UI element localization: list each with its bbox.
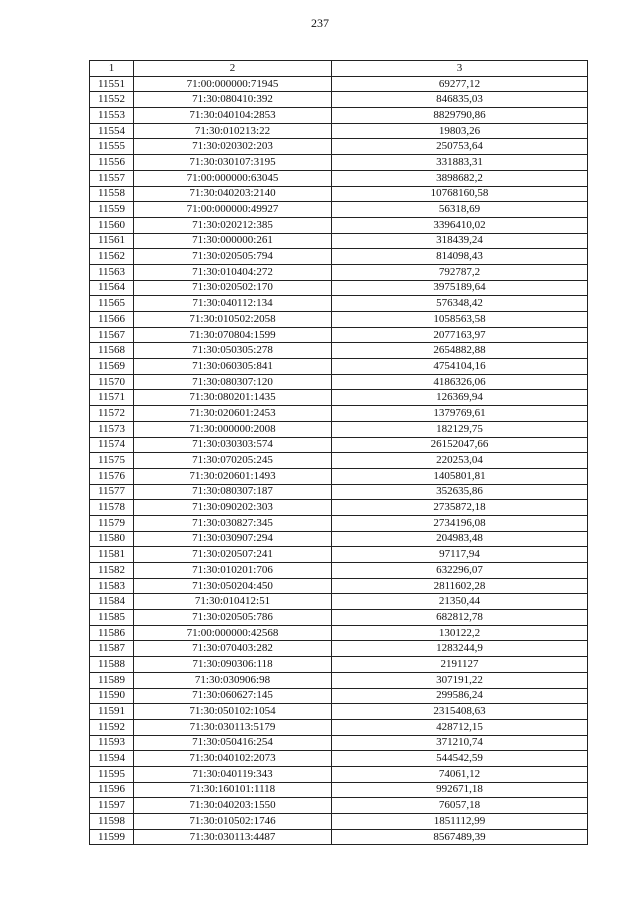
row-number-cell: 11561 xyxy=(90,233,134,249)
value-cell: 682812,78 xyxy=(332,610,588,626)
cadastral-number-cell: 71:30:030906:98 xyxy=(134,672,332,688)
table-row xyxy=(90,610,588,626)
table-row xyxy=(90,108,588,124)
cadastral-number-cell: 71:30:050102:1054 xyxy=(134,704,332,720)
cadastral-number-cell: 71:30:000000:261 xyxy=(134,233,332,249)
value-cell: 4186326,06 xyxy=(332,374,588,390)
value-cell: 992671,18 xyxy=(332,782,588,798)
table-row xyxy=(90,563,588,579)
column-header-2: 2 xyxy=(134,61,332,77)
table-row xyxy=(90,468,588,484)
cadastral-number-cell: 71:30:080307:120 xyxy=(134,374,332,390)
cadastral-number-cell: 71:30:010502:2058 xyxy=(134,312,332,328)
cadastral-number-cell: 71:30:010502:1746 xyxy=(134,814,332,830)
row-number-cell: 11580 xyxy=(90,531,134,547)
column-header-3: 3 xyxy=(332,61,588,77)
table-row xyxy=(90,421,588,437)
value-cell: 1058563,58 xyxy=(332,312,588,328)
row-number-cell: 11583 xyxy=(90,578,134,594)
table-row xyxy=(90,264,588,280)
table-row xyxy=(90,814,588,830)
value-cell: 2315408,63 xyxy=(332,704,588,720)
table-row xyxy=(90,641,588,657)
row-number-cell: 11554 xyxy=(90,123,134,139)
row-number-cell: 11558 xyxy=(90,186,134,202)
row-number-cell: 11592 xyxy=(90,719,134,735)
cadastral-number-cell: 71:30:030107:3195 xyxy=(134,155,332,171)
row-number-cell: 11552 xyxy=(90,92,134,108)
cadastral-number-cell: 71:30:020507:241 xyxy=(134,547,332,563)
table-row xyxy=(90,123,588,139)
value-cell: 299586,24 xyxy=(332,688,588,704)
row-number-cell: 11564 xyxy=(90,280,134,296)
row-number-cell: 11589 xyxy=(90,672,134,688)
cadastral-number-cell: 71:30:030113:5179 xyxy=(134,719,332,735)
value-cell: 97117,94 xyxy=(332,547,588,563)
row-number-cell: 11560 xyxy=(90,217,134,233)
value-cell: 2654882,88 xyxy=(332,343,588,359)
cadastral-number-cell: 71:30:040119:343 xyxy=(134,766,332,782)
table-row xyxy=(90,829,588,845)
value-cell: 2191127 xyxy=(332,657,588,673)
table-row xyxy=(90,688,588,704)
value-cell: 250753,64 xyxy=(332,139,588,155)
value-cell: 2734196,08 xyxy=(332,515,588,531)
table-row xyxy=(90,766,588,782)
value-cell: 10768160,58 xyxy=(332,186,588,202)
row-number-cell: 11591 xyxy=(90,704,134,720)
value-cell: 371210,74 xyxy=(332,735,588,751)
table-row xyxy=(90,782,588,798)
table-row xyxy=(90,390,588,406)
cadastral-number-cell: 71:00:000000:63045 xyxy=(134,170,332,186)
table-row xyxy=(90,515,588,531)
table-row xyxy=(90,76,588,92)
row-number-cell: 11551 xyxy=(90,76,134,92)
row-number-cell: 11576 xyxy=(90,468,134,484)
cadastral-number-cell: 71:30:060305:841 xyxy=(134,359,332,375)
value-cell: 76057,18 xyxy=(332,798,588,814)
table-row xyxy=(90,170,588,186)
table-row xyxy=(90,500,588,516)
row-number-cell: 11597 xyxy=(90,798,134,814)
value-cell: 814098,43 xyxy=(332,249,588,265)
cadastral-number-cell: 71:30:020601:2453 xyxy=(134,406,332,422)
value-cell: 3396410,02 xyxy=(332,217,588,233)
value-cell: 331883,31 xyxy=(332,155,588,171)
value-cell: 126369,94 xyxy=(332,390,588,406)
value-cell: 544542,59 xyxy=(332,751,588,767)
value-cell: 3975189,64 xyxy=(332,280,588,296)
cadastral-number-cell: 71:30:080410:392 xyxy=(134,92,332,108)
cadastral-number-cell: 71:30:030113:4487 xyxy=(134,829,332,845)
value-cell: 8829790,86 xyxy=(332,108,588,124)
cadastral-number-cell: 71:30:030827:345 xyxy=(134,515,332,531)
cadastral-number-cell: 71:30:020505:794 xyxy=(134,249,332,265)
value-cell: 1283244,9 xyxy=(332,641,588,657)
value-cell: 428712,15 xyxy=(332,719,588,735)
table-row xyxy=(90,437,588,453)
table-row xyxy=(90,186,588,202)
cadastral-number-cell: 71:30:040203:2140 xyxy=(134,186,332,202)
cadastral-number-cell: 71:30:030303:574 xyxy=(134,437,332,453)
value-cell: 26152047,66 xyxy=(332,437,588,453)
cadastral-number-cell: 71:30:020502:170 xyxy=(134,280,332,296)
row-number-cell: 11567 xyxy=(90,327,134,343)
cadastral-number-cell: 71:30:060627:145 xyxy=(134,688,332,704)
table-row xyxy=(90,139,588,155)
value-cell: 56318,69 xyxy=(332,202,588,218)
row-number-cell: 11570 xyxy=(90,374,134,390)
row-number-cell: 11553 xyxy=(90,108,134,124)
table-row xyxy=(90,296,588,312)
value-cell: 3898682,2 xyxy=(332,170,588,186)
table-row xyxy=(90,343,588,359)
table-row xyxy=(90,406,588,422)
table-row xyxy=(90,155,588,171)
cadastral-number-cell: 71:00:000000:42568 xyxy=(134,625,332,641)
row-number-cell: 11574 xyxy=(90,437,134,453)
value-cell: 318439,24 xyxy=(332,233,588,249)
cadastral-number-cell: 71:30:020302:203 xyxy=(134,139,332,155)
row-number-cell: 11563 xyxy=(90,264,134,280)
table-row xyxy=(90,280,588,296)
cadastral-number-cell: 71:30:010213:22 xyxy=(134,123,332,139)
row-number-cell: 11566 xyxy=(90,312,134,328)
row-number-cell: 11594 xyxy=(90,751,134,767)
value-cell: 2735872,18 xyxy=(332,500,588,516)
row-number-cell: 11578 xyxy=(90,500,134,516)
value-cell: 8567489,39 xyxy=(332,829,588,845)
table-row xyxy=(90,719,588,735)
row-number-cell: 11571 xyxy=(90,390,134,406)
table-row xyxy=(90,359,588,375)
column-header-1: 1 xyxy=(90,61,134,77)
value-cell: 69277,12 xyxy=(332,76,588,92)
table-row xyxy=(90,531,588,547)
row-number-cell: 11579 xyxy=(90,515,134,531)
row-number-cell: 11581 xyxy=(90,547,134,563)
table-row xyxy=(90,453,588,469)
cadastral-number-cell: 71:30:020505:786 xyxy=(134,610,332,626)
row-number-cell: 11598 xyxy=(90,814,134,830)
value-cell: 74061,12 xyxy=(332,766,588,782)
value-cell: 182129,75 xyxy=(332,421,588,437)
cadastral-number-cell: 71:30:020601:1493 xyxy=(134,468,332,484)
value-cell: 632296,07 xyxy=(332,563,588,579)
value-cell: 2811602,28 xyxy=(332,578,588,594)
value-cell: 1851112,99 xyxy=(332,814,588,830)
cadastral-number-cell: 71:30:080307:187 xyxy=(134,484,332,500)
cadastral-number-cell: 71:30:040112:134 xyxy=(134,296,332,312)
row-number-cell: 11556 xyxy=(90,155,134,171)
table-row xyxy=(90,484,588,500)
cadastral-number-cell: 71:30:070205:245 xyxy=(134,453,332,469)
table-row xyxy=(90,704,588,720)
row-number-cell: 11573 xyxy=(90,421,134,437)
row-number-cell: 11596 xyxy=(90,782,134,798)
data-table xyxy=(89,60,588,845)
table-row xyxy=(90,735,588,751)
table-row xyxy=(90,202,588,218)
cadastral-number-cell: 71:30:070403:282 xyxy=(134,641,332,657)
page-number: 237 xyxy=(311,16,329,30)
row-number-cell: 11557 xyxy=(90,170,134,186)
cadastral-number-cell: 71:30:050416:254 xyxy=(134,735,332,751)
value-cell: 1405801,81 xyxy=(332,468,588,484)
row-number-cell: 11562 xyxy=(90,249,134,265)
row-number-cell: 11568 xyxy=(90,343,134,359)
table-row xyxy=(90,547,588,563)
row-number-cell: 11565 xyxy=(90,296,134,312)
table-row xyxy=(90,249,588,265)
table-row xyxy=(90,657,588,673)
cadastral-number-cell: 71:30:080201:1435 xyxy=(134,390,332,406)
row-number-cell: 11593 xyxy=(90,735,134,751)
row-number-cell: 11588 xyxy=(90,657,134,673)
row-number-cell: 11569 xyxy=(90,359,134,375)
cadastral-number-cell: 71:30:040203:1550 xyxy=(134,798,332,814)
row-number-cell: 11572 xyxy=(90,406,134,422)
value-cell: 792787,2 xyxy=(332,264,588,280)
value-cell: 1379769,61 xyxy=(332,406,588,422)
cadastral-number-cell: 71:30:010404:272 xyxy=(134,264,332,280)
row-number-cell: 11555 xyxy=(90,139,134,155)
cadastral-number-cell: 71:30:050204:450 xyxy=(134,578,332,594)
row-number-cell: 11595 xyxy=(90,766,134,782)
table-row xyxy=(90,327,588,343)
cadastral-number-cell: 71:30:160101:1118 xyxy=(134,782,332,798)
row-number-cell: 11586 xyxy=(90,625,134,641)
row-number-cell: 11582 xyxy=(90,563,134,579)
cadastral-number-cell: 71:30:020212:385 xyxy=(134,217,332,233)
value-cell: 4754104,16 xyxy=(332,359,588,375)
cadastral-number-cell: 71:30:000000:2008 xyxy=(134,421,332,437)
value-cell: 2077163,97 xyxy=(332,327,588,343)
value-cell: 307191,22 xyxy=(332,672,588,688)
cadastral-number-cell: 71:30:010412:51 xyxy=(134,594,332,610)
cadastral-number-cell: 71:30:090202:303 xyxy=(134,500,332,516)
table-row xyxy=(90,798,588,814)
table-body xyxy=(90,76,588,845)
value-cell: 352635,86 xyxy=(332,484,588,500)
row-number-cell: 11585 xyxy=(90,610,134,626)
cadastral-number-cell: 71:30:010201:706 xyxy=(134,563,332,579)
table-row xyxy=(90,374,588,390)
value-cell: 846835,03 xyxy=(332,92,588,108)
table-header-row xyxy=(90,61,588,77)
cadastral-number-cell: 71:30:040104:2853 xyxy=(134,108,332,124)
cadastral-number-cell: 71:30:070804:1599 xyxy=(134,327,332,343)
value-cell: 220253,04 xyxy=(332,453,588,469)
value-cell: 130122,2 xyxy=(332,625,588,641)
value-cell: 19803,26 xyxy=(332,123,588,139)
row-number-cell: 11599 xyxy=(90,829,134,845)
value-cell: 204983,48 xyxy=(332,531,588,547)
table-row xyxy=(90,92,588,108)
table-row xyxy=(90,594,588,610)
cadastral-number-cell: 71:30:030907:294 xyxy=(134,531,332,547)
row-number-cell: 11577 xyxy=(90,484,134,500)
table-row xyxy=(90,217,588,233)
row-number-cell: 11584 xyxy=(90,594,134,610)
cadastral-number-cell: 71:30:090306:118 xyxy=(134,657,332,673)
cadastral-number-cell: 71:30:050305:278 xyxy=(134,343,332,359)
row-number-cell: 11575 xyxy=(90,453,134,469)
table-row xyxy=(90,672,588,688)
table-row xyxy=(90,751,588,767)
table-row xyxy=(90,625,588,641)
cadastral-number-cell: 71:00:000000:49927 xyxy=(134,202,332,218)
cadastral-number-cell: 71:30:040102:2073 xyxy=(134,751,332,767)
row-number-cell: 11559 xyxy=(90,202,134,218)
table-row xyxy=(90,312,588,328)
table-row xyxy=(90,233,588,249)
row-number-cell: 11587 xyxy=(90,641,134,657)
table-row xyxy=(90,578,588,594)
row-number-cell: 11590 xyxy=(90,688,134,704)
value-cell: 21350,44 xyxy=(332,594,588,610)
cadastral-number-cell: 71:00:000000:71945 xyxy=(134,76,332,92)
value-cell: 576348,42 xyxy=(332,296,588,312)
